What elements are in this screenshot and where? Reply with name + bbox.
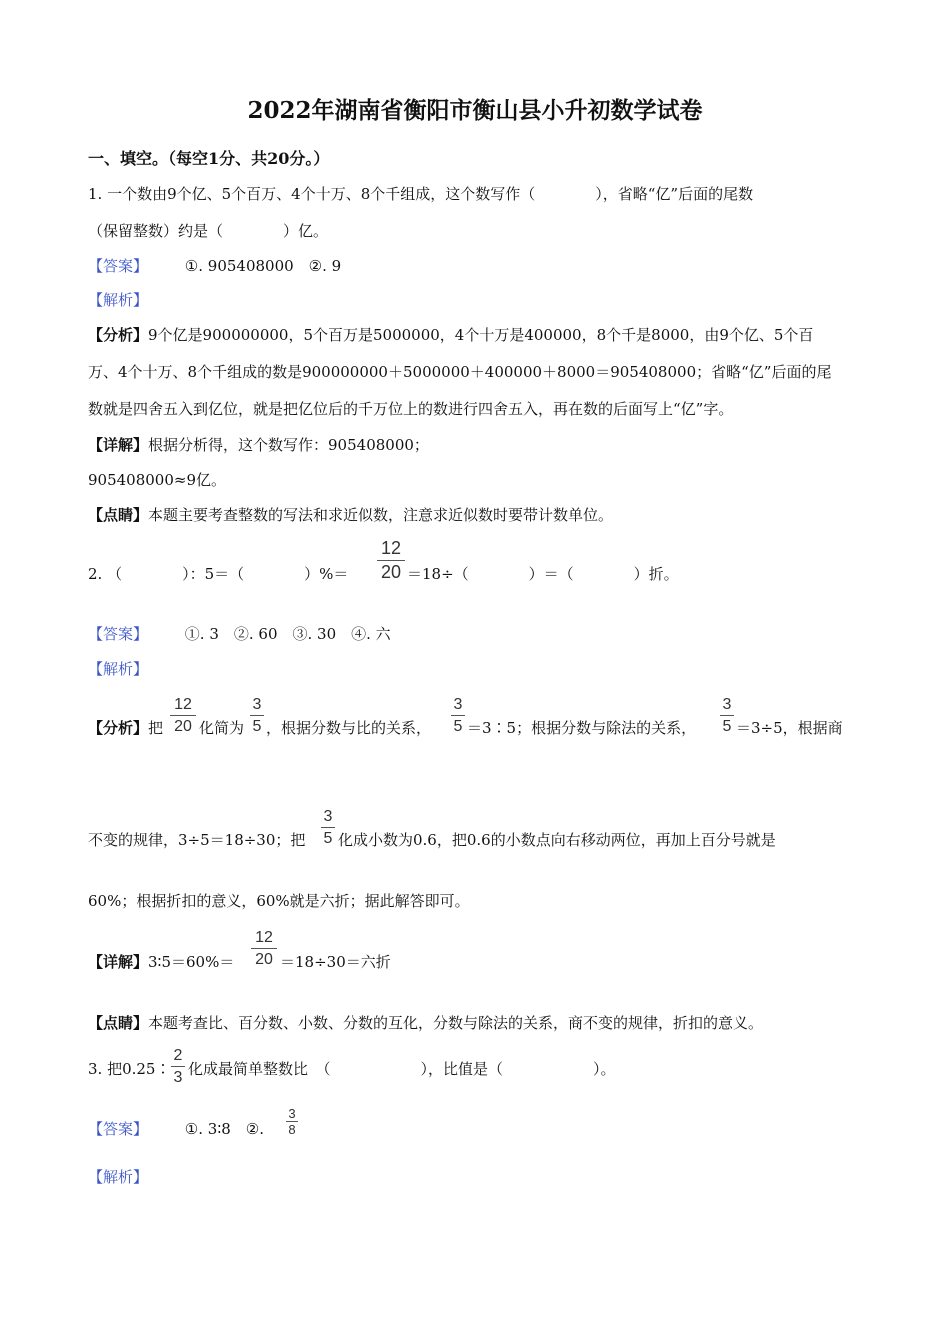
q2-dianjing: 本题考查比、百分数、小数、分数的互化，分数与除法的关系，商不变的规律，折扣的意义。 [148, 1014, 764, 1032]
q1-answer: ①. 905408000 ②. 9 [184, 257, 342, 275]
answer-tag: 【答案】 [88, 257, 149, 275]
fraction-3-5: $\frac{3}{5}$ [250, 694, 264, 737]
xiangjie-tag: 【详解】 [88, 436, 149, 454]
q1-dianjing: 本题主要考查整数的写法和求近似数，注意求近似数时要带计数单位。 [148, 506, 614, 524]
q2-part1: 2. （ ）：5＝（ ）%＝ [88, 565, 349, 583]
q1-xiangjie-1: 根据分析得，这个数写作：905408000； [148, 436, 429, 454]
q1-fenxi-1: 9个亿是900000000，5个百万是5000000，4个十万是400000，8个千是8000，由9个亿、5个百 [148, 326, 814, 344]
q1-line2: （保留整数）约是（ ）亿。 [88, 222, 329, 240]
q2-fraction: $\frac{12}{20}$ [377, 537, 405, 584]
q2-xiangjie-a: 3∶5＝60%＝ [148, 953, 235, 971]
analysis-tag: 【解析】 [88, 291, 149, 309]
dianjing-tag: 【点睛】 [88, 506, 149, 524]
q2-fenxi-h: 60%；根据折扣的意义，60%就是六折；据此解答即可。 [88, 892, 470, 910]
answer-tag: 【答案】 [88, 1120, 149, 1138]
q2-answer: ①. 3 ②. 60 ③. 30 ④. 六 [184, 625, 391, 643]
answer-tag: 【答案】 [88, 625, 149, 643]
analysis-tag: 【解析】 [88, 1168, 149, 1186]
xiangjie-tag: 【详解】 [88, 953, 149, 971]
q3-part2: 化成最简单整数比 （ ），比值是（ ）。 [188, 1060, 616, 1078]
q2-fenxi-c: ，根据分数与比的关系， [266, 719, 432, 737]
q2-fenxi-b: 化简为 [199, 719, 245, 737]
fraction-3-5: $\frac{3}{5}$ [720, 694, 734, 737]
q2-fenxi-g: 化成小数为0.6，把0.6的小数点向右移动两位，再加上百分号就是 [338, 831, 776, 849]
q2-xiangjie-b: ＝18÷30＝六折 [280, 953, 391, 971]
fraction-3-5: $\frac{3}{5}$ [321, 806, 335, 849]
q2-fenxi-d: ＝3∶5；根据分数与除法的关系， [467, 719, 697, 737]
fenxi-tag: 【分析】 [88, 326, 149, 344]
q3-part1: 3. 把0.25∶ [88, 1060, 171, 1078]
fraction-3-8: $\frac{3}{8}$ [286, 1106, 298, 1137]
fraction-2-3: $\frac{2}{3}$ [171, 1045, 185, 1088]
dianjing-tag: 【点睛】 [88, 1014, 149, 1032]
section-heading: 一、填空。（每空1分、共20分。） [88, 149, 330, 168]
fenxi-tag: 【分析】 [88, 719, 149, 737]
q3-answer: ①. 3∶8 ②. [184, 1120, 264, 1138]
q2-fenxi-e: ＝3÷5，根据商 [736, 719, 843, 737]
fraction-12-20: $\frac{12}{20}$ [170, 694, 196, 737]
q2-fenxi-a: 把 [148, 719, 164, 737]
q1-fenxi-3: 数就是四舍五入到亿位，就是把亿位后的千万位上的数进行四舍五入，再在数的后面写上“亿”字。 [88, 400, 734, 418]
analysis-tag: 【解析】 [88, 660, 149, 678]
fraction-12-20: $\frac{12}{20}$ [251, 927, 277, 970]
q2-fenxi-f: 不变的规律，3÷5＝18÷30；把 [88, 831, 306, 849]
page-title: 2022年湖南省衡阳市衡山县小升初数学试卷 [247, 97, 703, 124]
q1-xiangjie-2: 905408000≈9亿。 [88, 471, 227, 489]
q1-line1: 1. 一个数由9个亿、5个百万、4个十万、8个千组成，这个数写作（ ），省略“亿”后面的尾数 [88, 185, 754, 203]
fraction-3-5: $\frac{3}{5}$ [451, 694, 465, 737]
q2-part2: ＝18÷（ ）＝（ ）折。 [407, 565, 679, 583]
q1-fenxi-2: 万、4个十万、8个千组成的数是900000000＋5000000＋400000＋8000＝905408000；省略“亿”后面的尾 [88, 363, 832, 381]
